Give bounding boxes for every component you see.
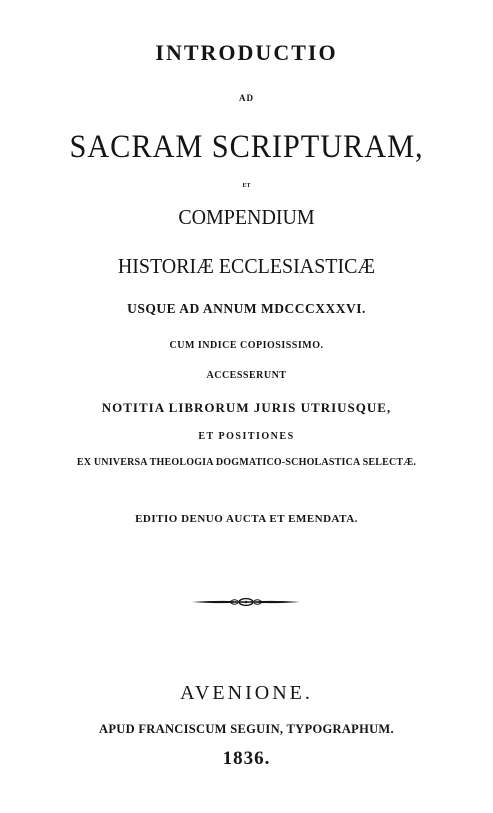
title-connector-et: ET (242, 183, 251, 189)
subtitle-cum-indice: CUM INDICE COPIOSISSIMO. (169, 340, 324, 351)
subtitle-et-positiones: ET POSITIONES (198, 431, 295, 442)
imprint-place: AVENIONE. (180, 682, 313, 704)
main-title: SACRAM SCRIPTURAM, (69, 129, 424, 165)
subtitle-historiae: HISTORIÆ ECCLESIASTICÆ (117, 254, 376, 278)
imprint-printer: APUD FRANCISCUM SEGUIN, TYPOGRAPHUM. (99, 722, 394, 736)
subtitle-ex-universa: EX UNIVERSA THEOLOGIA DOGMATICO-SCHOLASTICA SELECTÆ. (76, 457, 417, 468)
title-connector-ad: AD (239, 93, 254, 103)
edition-statement: EDITIO DENUO AUCTA ET EMENDATA. (135, 513, 358, 525)
printer-ornament-rule-icon (190, 595, 302, 609)
subtitle-notitia: NOTITIA LIBRORUM JURIS UTRIUSQUE, (101, 400, 392, 415)
book-title: INTRODUCTIO (155, 40, 338, 65)
subtitle-compendium: COMPENDIUM (178, 205, 315, 229)
imprint-year: 1836. (222, 748, 271, 769)
subtitle-usque: USQUE AD ANNUM MDCCCXXXVI. (127, 301, 366, 316)
subtitle-accesserunt: ACCESSERUNT (206, 370, 287, 381)
